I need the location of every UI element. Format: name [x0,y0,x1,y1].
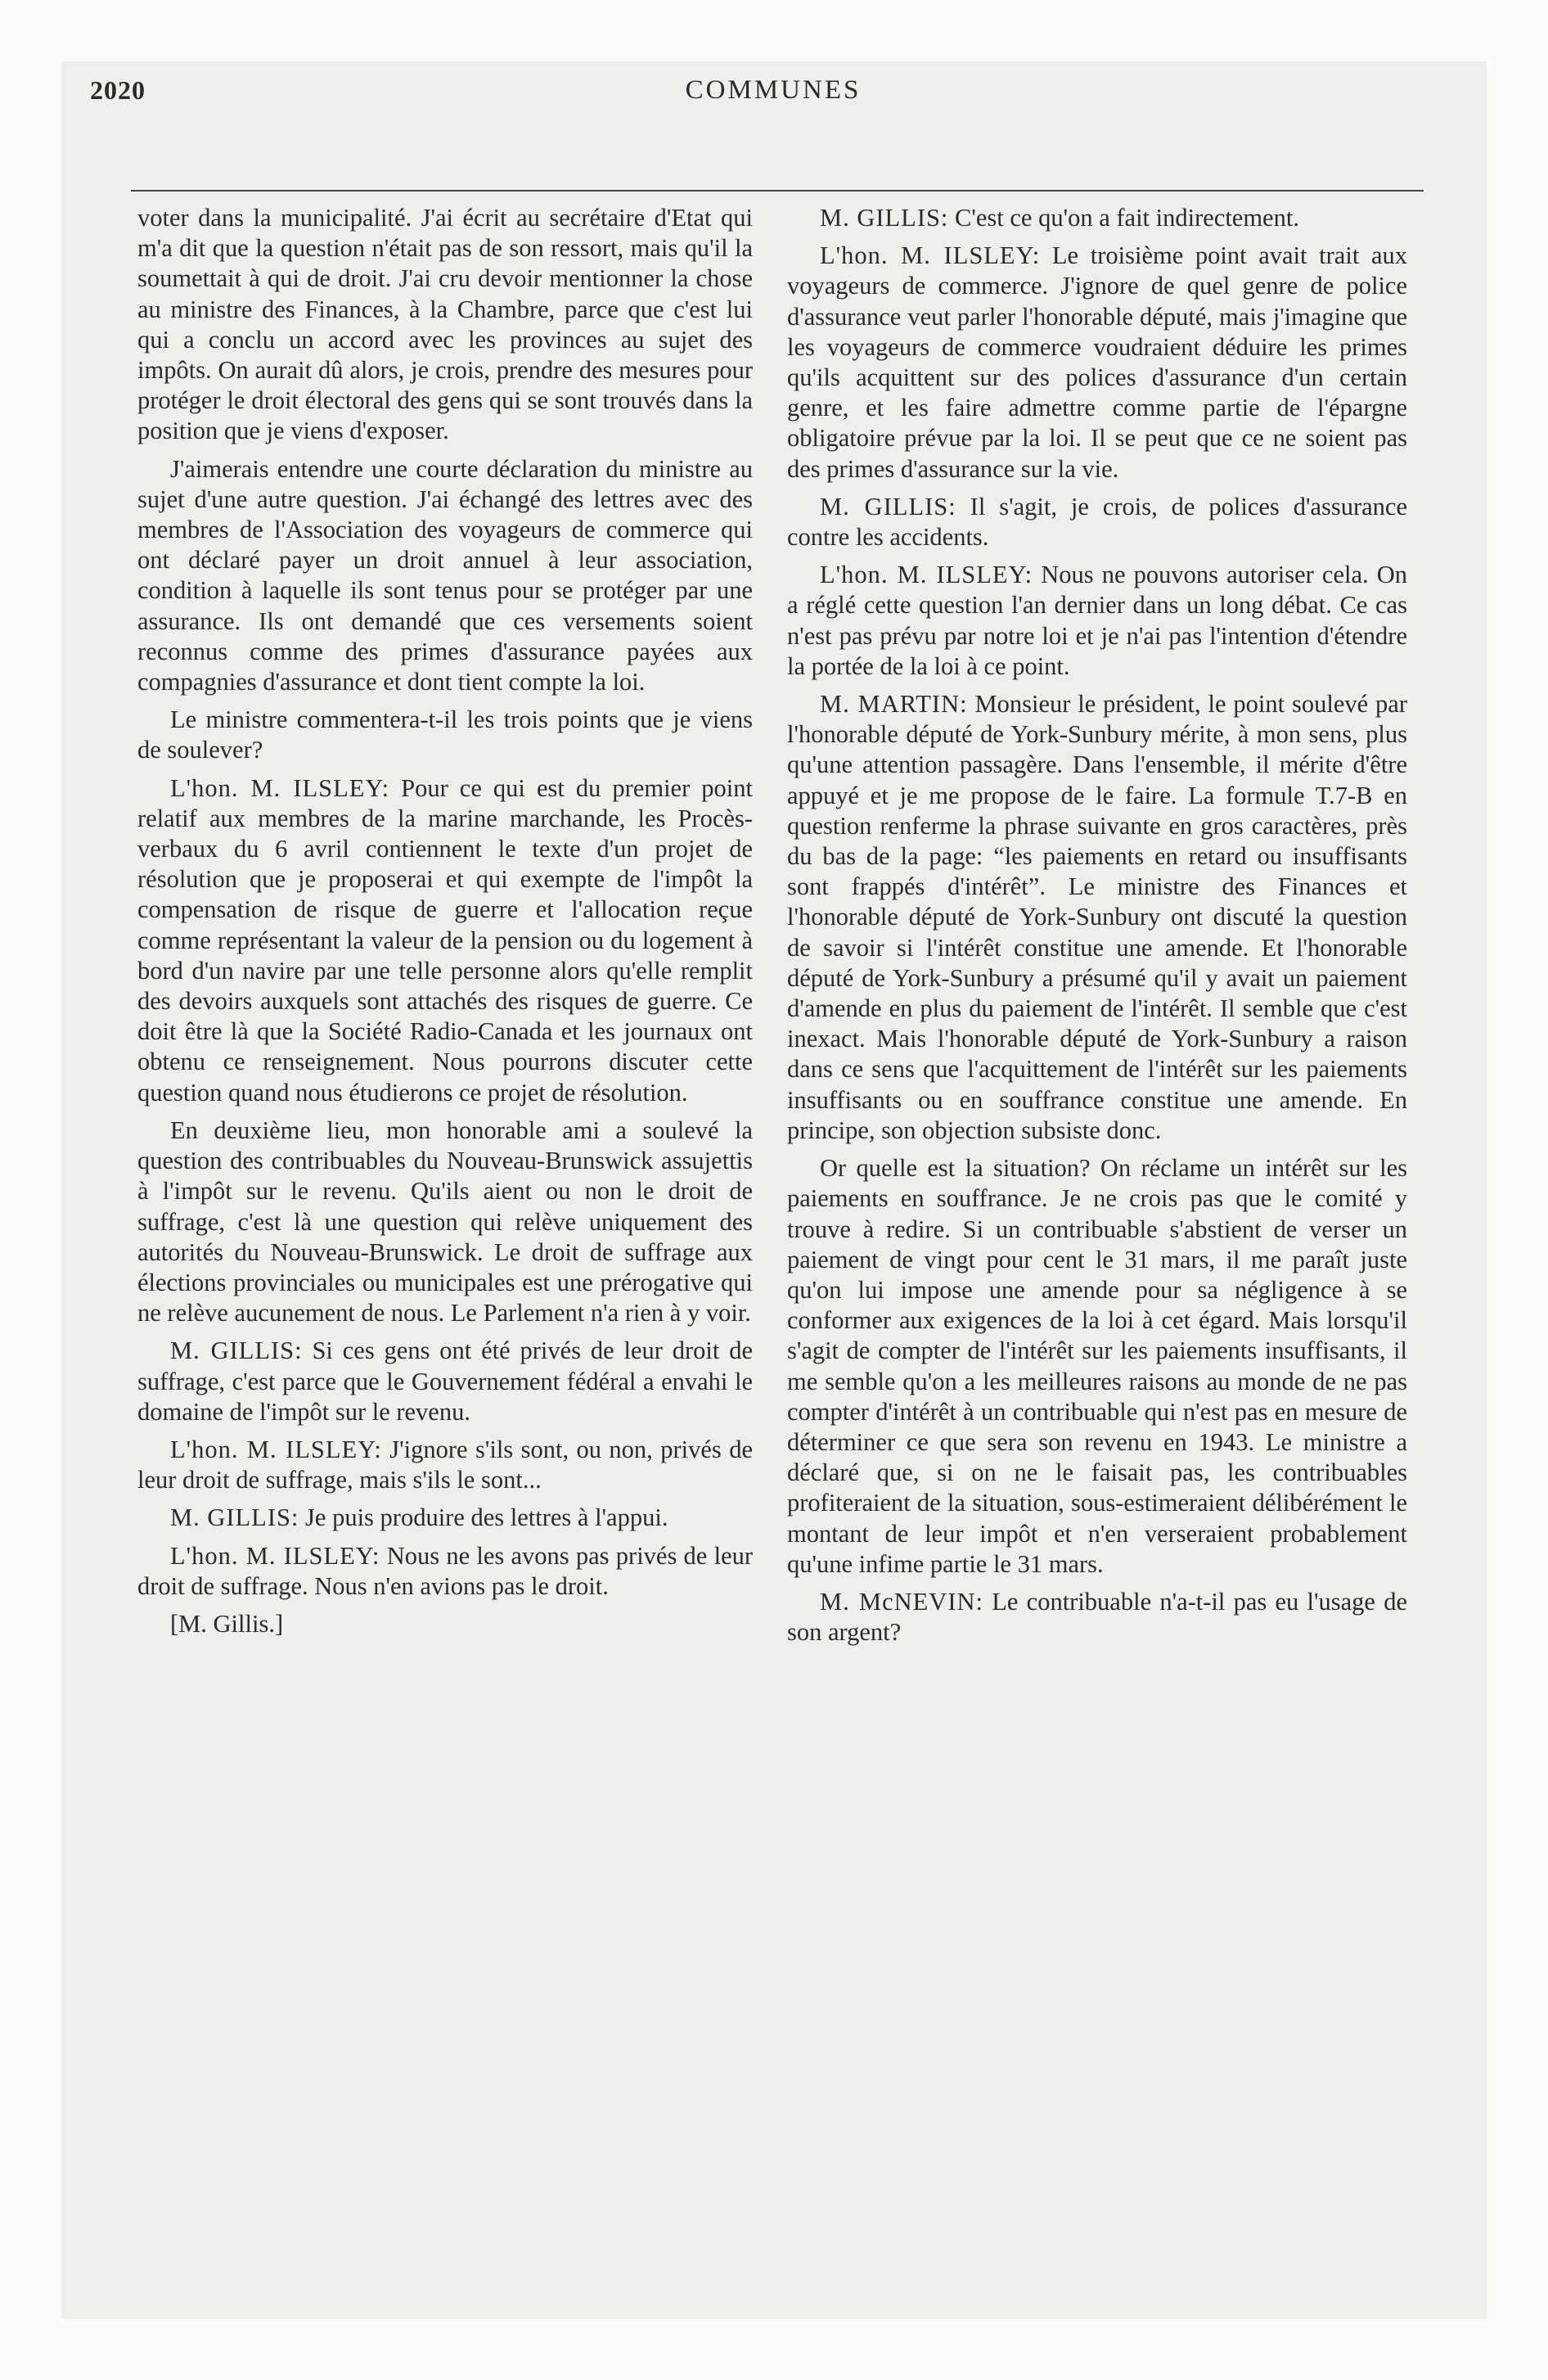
paragraph: L'hon. M. ILSLEY: Le troisième point avait trait aux voyageurs de commerce. J'ignore de quel genre de police d'assurance veut parler l'honorable député, mais j'imagine que les voyageurs de commerce voudraient déduire les primes qu'ils acquittent sur des polices d'assurance d'un certain genre, et les faire admettre comme partie de l'épargne obligatoire prévue par la loi. Il se peut que ce ne soient pas des primes d'assurance sur la vie. [787,241,1407,483]
speaker-name: M. McNEVIN: [820,1587,983,1616]
paragraph: M. GILLIS: Il s'agit, je crois, de polices d'assurance contre les accidents. [787,492,1407,552]
header-rule [131,190,1424,192]
paragraph: L'hon. M. ILSLEY: Nous ne pouvons autoriser cela. On a réglé cette question l'an dernier dans un long débat. Ce cas n'est pas prévu par notre loi et je n'ai pas l'intention d'étendre la portée de la loi à ce point. [787,561,1407,680]
paragraph: M. GILLIS: Si ces gens ont été privés de leur droit de suffrage, c'est parce que le Gouvernement fédéral a envahi le domaine de l'impôt sur le revenu. [137,1336,753,1426]
page-header [90,75,1456,133]
paragraph: L'hon. M. ILSLEY: J'ignore s'ils sont, ou non, privés de leur droit de suffrage, mais s'ils le sont... [137,1435,753,1494]
paragraph: Le ministre commentera-t-il les trois points que je viens de soulever? [137,705,753,764]
paragraph: M. GILLIS: C'est ce qu'on a fait indirectement. [820,204,1299,232]
page-number: 2020 [90,75,146,105]
paragraph: L'hon. M. ILSLEY: Pour ce qui est du premier point relatif aux membres de la marine marchande, les Procès-verbaux du 6 avril contiennent le texte d'un projet de résolution que je proposerai et qui exempte de l'impôt la compensation de risque de guerre et l'allocation reçue comme représentant la valeur de la pension ou du logement à bord d'un navire par une telle personne alors qu'elle remplit des devoirs auxquels sont attachés des risques de guerre. Ce doit être là que la Société Radio-Canada et les journaux ont obtenu ce renseignement. Nous pourrons discuter cette question quand nous étudierons ce projet de résolution. [137,773,753,1107]
paragraph: M. GILLIS: Je puis produire des lettres à l'appui. [170,1503,668,1532]
speaker-name: M. GILLIS: [170,1336,303,1365]
paragraph: J'aimerais entendre une courte déclaration du ministre au sujet d'une autre question. J'ai échangé des lettres avec des membres de l'Association des voyageurs de commerce qui ont déclaré payer un droit annuel à leur association, condition à laquelle ils sont tenus pour se protéger par une assurance. Ils ont demandé que ces versements soient reconnus comme des primes d'assurance payées aux compagnies d'assurance et dont tient compte la loi. [137,454,753,696]
right-column [787,203,1407,1655]
speaker-name: M. GILLIS: [820,204,949,232]
speaker-name: L'hon. M. ILSLEY: [820,241,1041,270]
paragraph: voter dans la municipalité. J'ai écrit au secrétaire d'Etat qui m'a dit que la question n'était pas de son ressort, mais qu'il la soumettait à qui de droit. J'ai cru devoir mentionner la chose au ministre des Finances, à la Chambre, parce que c'est lui qui a conclu un accord avec les provinces au sujet des impôts. On aurait dû alors, je crois, prendre des mesures pour protéger le droit électoral des gens qui se sont trouvés dans la position que je viens d'exposer. [137,204,753,445]
paragraph: Or quelle est la situation? On réclame un intérêt sur les paiements en souffrance. Je ne crois pas que le comité y trouve à redire. Si un contribuable s'abstient de verser un paiement de vingt pour cent le 31 mars, il me paraît juste qu'on lui impose une amende pour sa négligence à se conformer aux exigences de la loi à cet égard. Mais lorsqu'il s'agit de compter de l'intérêt sur les paiements insuffisants, il me semble qu'on a les meilleures raisons au monde de ne pas compter d'intérêt à un contribuable qui n'est pas en mesure de déterminer ce que sera son revenu en 1943. Le ministre a déclaré que, si on ne le faisait pas, les contribuables profiteraient de la situation, sous-estimeraient délibérément le montant de leur impôt et n'en verseraient probablement qu'une infime partie le 31 mars. [787,1154,1407,1578]
speaker-name: L'hon. M. ILSLEY: [170,1435,382,1463]
speaker-name: L'hon. M. ILSLEY: [170,773,390,802]
speaker-name: M. GILLIS: [170,1503,299,1532]
speaker-name: L'hon. M. ILSLEY: [170,1541,380,1570]
paragraph: M. MARTIN: Monsieur le président, le point soulevé par l'honorable député de York-Sunbury mérite, à mon sens, plus qu'une attention passagère. Dans l'ensemble, il mérite d'être appuyé et je me propose de le faire. La formule T.7-B en question renferme la phrase suivante en gros caractères, près du bas de la page: “les paiements en retard ou insuffisants sont frappés d'intérêt”. Le ministre des Finances et l'honorable député de York-Sunbury ont discuté la question de savoir si l'intérêt constitue une amende. Et l'honorable député de York-Sunbury a présumé qu'il y avait un paiement d'amende en plus du paiement de l'intérêt. Il semble que c'est inexact. Mais l'honorable député de York-Sunbury a raison dans ce sens que l'acquittement de l'intérêt sur les paiements insuffisants ou en souffrance constitue une amende. En principe, son objection subsiste donc. [787,690,1407,1144]
paragraph: En deuxième lieu, mon honorable ami a soulevé la question des contribuables du Nouveau-Brunswick assujettis à l'impôt sur le revenu. Qu'ils aient ou non le droit de suffrage, c'est là une question qui relève uniquement des autorités du Nouveau-Brunswick. Le droit de suffrage aux élections provinciales ou municipales est une prérogative qui ne relève aucunement de nous. Le Parlement n'a rien à y voir. [137,1116,753,1327]
speaker-name: L'hon. M. ILSLEY: [820,561,1033,589]
column-signature: [M. Gillis.] [170,1609,284,1638]
paragraph: M. McNEVIN: Le contribuable n'a-t-il pas eu l'usage de son argent? [787,1587,1407,1647]
left-column [137,203,753,1647]
paragraph: L'hon. M. ILSLEY: Nous ne les avons pas privés de leur droit de suffrage. Nous n'en avions pas le droit. [137,1541,754,1600]
speaker-name: M. MARTIN: [820,690,968,719]
running-head: COMMUNES [685,75,862,105]
speaker-name: M. GILLIS: [820,492,956,521]
